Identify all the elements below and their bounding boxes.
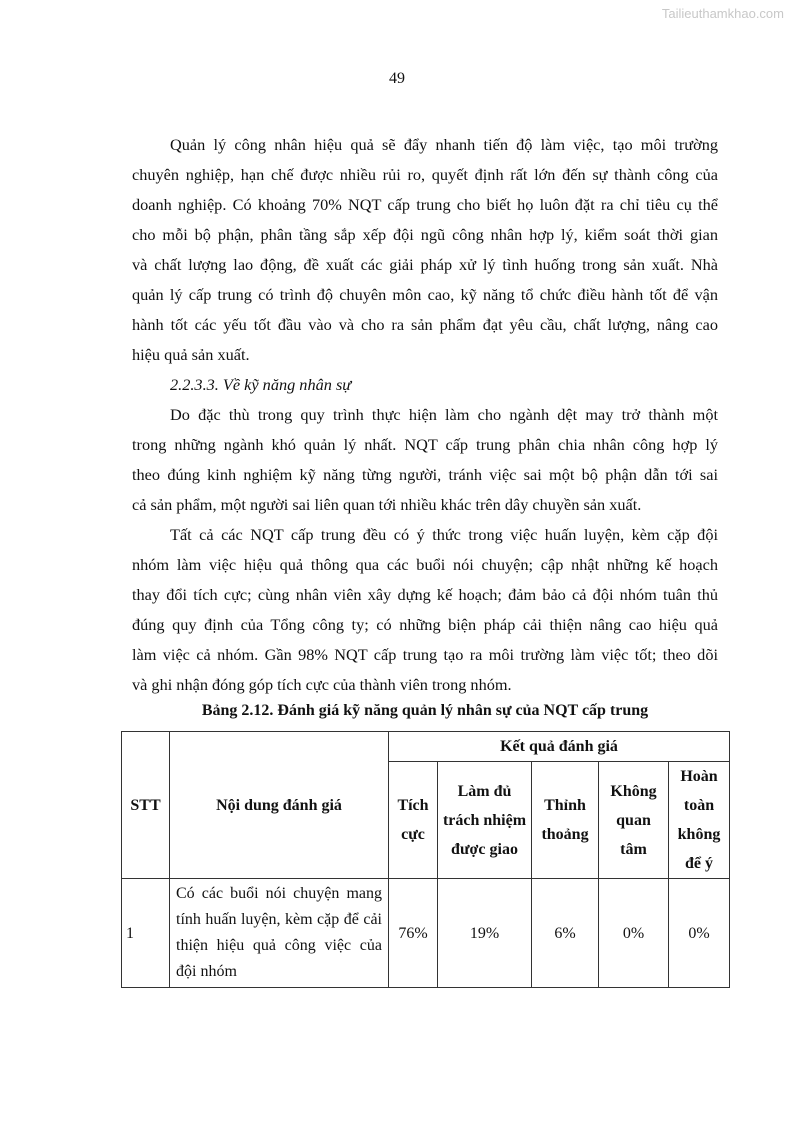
text-line: làm việc cả nhóm. Gần 98% NQT cấp trung tạo ra môi trường làm việc tốt; theo dõi — [132, 645, 718, 664]
text-line: và ghi nhận đóng góp tích cực của thành viên trong nhóm. — [132, 675, 512, 694]
text-line: Quản lý công nhân hiệu quả sẽ đẩy nhanh tiến độ làm việc, tạo môi trường — [170, 135, 718, 154]
text-line: theo đúng kinh nghiệm kỹ năng từng người, tránh việc sai một bộ phận dẫn tới sai — [132, 465, 718, 484]
cell-value: 0% — [669, 879, 730, 988]
cell-value: 6% — [532, 879, 599, 988]
header-result-group: Kết quả đánh giá — [389, 732, 730, 762]
text-line: đúng quy định của Tổng công ty; có những biện pháp cải thiện nâng cao hiệu quả — [132, 615, 718, 634]
paragraph-1 — [132, 130, 718, 370]
header-sometimes: Thỉnh thoảng — [532, 762, 599, 879]
table-row — [122, 879, 730, 988]
section-heading: 2.2.3.3. Về kỹ năng nhân sự — [170, 375, 352, 394]
cell-value: 0% — [599, 879, 669, 988]
header-responsible: Làm đủ trách nhiệm được giao — [438, 762, 532, 879]
header-content: Nội dung đánh giá — [170, 732, 389, 879]
header-not-interested: Không quan tâm — [599, 762, 669, 879]
header-ignore: Hoàn toàn không để ý — [669, 762, 730, 879]
header-positive: Tích cực — [389, 762, 438, 879]
text-line: cả sản phẩm, một người sai liên quan tới nhiều khác trên dây chuyền sản xuất. — [132, 495, 642, 514]
text-line: hành tốt các yếu tốt đầu vào và cho ra sản phẩm đạt yêu cầu, chất lượng, nâng cao — [132, 315, 718, 334]
document-body — [132, 130, 718, 700]
cell-content: Có các buổi nói chuyện mang tính huấn luyện, kèm cặp để cải thiện hiệu quả công việc của đội nhóm — [170, 879, 389, 988]
paragraph-2 — [132, 400, 718, 520]
evaluation-table — [121, 731, 730, 988]
cell-stt: 1 — [122, 879, 170, 988]
text-line: nhóm làm việc hiệu quả thông qua các buổi nói chuyện; cập nhật những kế hoạch — [132, 555, 718, 574]
text-line: và chất lượng lao động, đề xuất các giải pháp xử lý tình huống trong sản xuất. Nhà — [132, 255, 718, 274]
text-line: Do đặc thù trong quy trình thực hiện làm cho ngành dệt may trở thành một — [170, 405, 718, 424]
text-line: quản lý cấp trung có trình độ chuyên môn cao, kỹ năng tổ chức điều hành tốt để vận — [132, 285, 718, 304]
text-line: thay đổi tích cực; cùng nhân viên xây dựng kế hoạch; đảm bảo cả đội nhóm tuân thủ — [132, 585, 718, 604]
paragraph-3 — [132, 520, 718, 700]
cell-value: 76% — [389, 879, 438, 988]
header-stt: STT — [122, 732, 170, 879]
text-line: cho mỗi bộ phận, phân tầng sắp xếp đội ngũ công nhân hợp lý, kiểm soát thời gian — [132, 225, 718, 244]
page-number: 49 — [389, 70, 405, 87]
table-caption: Bảng 2.12. Đánh giá kỹ năng quản lý nhân sự của NQT cấp trung — [201, 702, 649, 719]
text-line: hiệu quả sản xuất. — [132, 345, 250, 364]
watermark: Tailieuthamkhao.com — [661, 6, 784, 21]
text-line: doanh nghiệp. Có khoảng 70% NQT cấp trung cho biết họ luôn đặt ra chỉ tiêu cụ thể — [132, 195, 718, 214]
cell-value: 19% — [438, 879, 532, 988]
text-line: Tất cả các NQT cấp trung đều có ý thức trong việc huấn luyện, kèm cặp đội — [170, 525, 718, 544]
text-line: chuyên nghiệp, hạn chế được nhiều rủi ro, quyết định rất lớn đến sự thành công của — [132, 165, 718, 184]
text-line: trong những ngành khó quản lý nhất. NQT cấp trung phân chia nhân công hợp lý — [132, 435, 718, 454]
